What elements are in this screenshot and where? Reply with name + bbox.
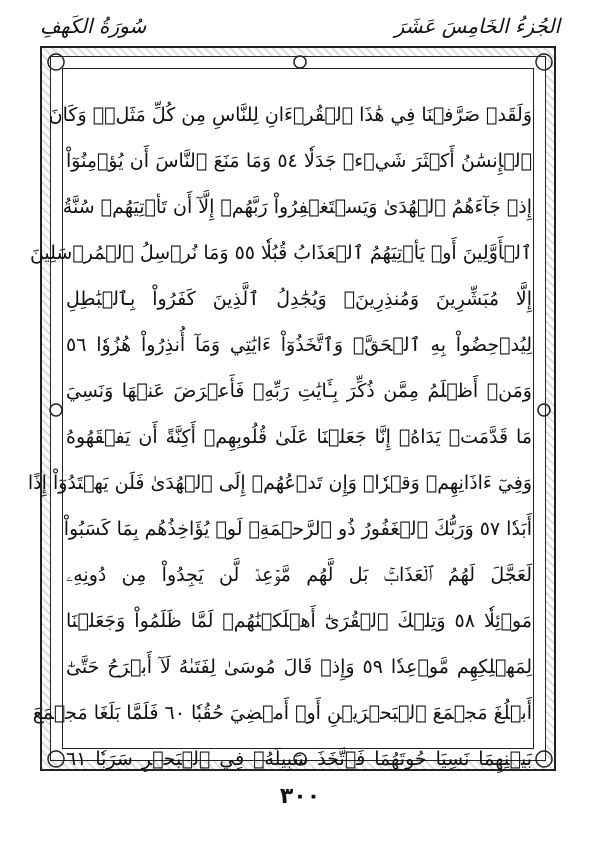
page-header <box>40 8 560 44</box>
text-line: ٱلۡأَوَّلِينَ أَوۡ يَأۡتِيَهُمُ ٱلۡعَذَابُ قُبُلٗا ٥٥ وَمَا نُرۡسِلُ ٱلۡمُرۡسَلِينَ <box>29 242 532 264</box>
text-line: لِيُدۡحِضُواْ بِهِ ٱلۡحَقَّۖ وَٱتَّخَذُوٓاْ ءَايَٰتِي وَمَآ أُنذِرُواْ هُزُوٗا ٥٦ <box>66 334 532 356</box>
juz-title: الجُزءُ الخَامِسَ عَشَرَ <box>394 14 560 38</box>
text-line: مَوۡئِلٗا ٥٨ وَتِلۡكَ ٱلۡقُرَىٰٓ أَهۡلَكۡنَٰهُمۡ لَمَّا ظَلَمُواْ وَجَعَلۡنَا <box>66 610 532 632</box>
verse-text-block <box>27 92 533 770</box>
text-line: وَفِيٓ ءَاذَانِهِمۡ وَقۡرٗاۖ وَإِن تَدۡعُهُمۡ إِلَى ٱلۡهُدَىٰ فَلَن يَهۡتَدُوٓاْ إِذًا <box>27 472 532 494</box>
text-line: وَمَنۡ أَظۡلَمُ مِمَّن ذُكِّرَ بِـَٔايَٰتِ رَبِّهِۦ فَأَعۡرَضَ عَنۡهَا وَنَسِيَ <box>66 380 532 402</box>
text-line: أَبَدٗا ٥٧ وَرَبُّكَ ٱلۡغَفُورُ ذُو ٱلرَّحۡمَةِۖ لَوۡ يُؤَاخِذُهُم بِمَا كَسَبُواْ <box>63 518 532 540</box>
text-line: إِلَّا مُبَشِّرِينَ وَمُنذِرِينَۚ وَيُجَٰدِلُ ٱلَّذِينَ كَفَرُواْ بِٱلۡبَٰطِلِ <box>66 288 532 310</box>
text-line: أَبۡلُغَ مَجۡمَعَ ٱلۡبَحۡرَيۡنِ أَوۡ أَمۡضِيَ حُقُبٗا ٦٠ فَلَمَّا بَلَغَا مَجۡمَعَ <box>32 702 532 724</box>
surah-title: سُورَةُ الكَهفِ <box>40 14 147 38</box>
text-line: إِذۡ جَآءَهُمُ ٱلۡهُدَىٰ وَيَسۡتَغۡفِرُواْ رَبَّهُمۡ إِلَّآ أَن تَأۡتِيَهُمۡ سُنَّةُ <box>62 196 532 218</box>
text-line: لَعَجَّلَ لَهُمُ ٱلۡعَذَابَۚ بَل لَّهُم مَّوۡعِدٞ لَّن يَجِدُواْ مِن دُونِهِۦ <box>66 564 532 586</box>
text-line: بَيۡنِهِمَا نَسِيَا حُوتَهُمَا فَٱتَّخَذَ سَبِيلَهُۥ فِي ٱلۡبَحۡرِ سَرَبٗا ٦١ <box>66 748 532 770</box>
page-number: ٣٠٠ <box>279 784 321 809</box>
text-line: مَا قَدَّمَتۡ يَدَاهُۚ إِنَّا جَعَلۡنَا عَلَىٰ قُلُوبِهِمۡ أَكِنَّةً أَن يَفۡقَهُوهُ <box>66 426 532 448</box>
text-line: ٱلۡإِنسَٰنُ أَكۡثَرَ شَيۡءٖ جَدَلٗا ٥٤ وَمَا مَنَعَ ٱلنَّاسَ أَن يُؤۡمِنُوٓاْ <box>66 150 533 172</box>
text-line: وَلَقَدۡ صَرَّفۡنَا فِي هَٰذَا ٱلۡقُرۡءَانِ لِلنَّاسِ مِن كُلِّ مَثَلٖۚ وَكَانَ <box>48 104 532 126</box>
text-line: لِمَهۡلِكِهِم مَّوۡعِدٗا ٥٩ وَإِذۡ قَالَ مُوسَىٰ لِفَتَىٰهُ لَآ أَبۡرَحُ حَتَّىٰٓ <box>66 656 532 678</box>
